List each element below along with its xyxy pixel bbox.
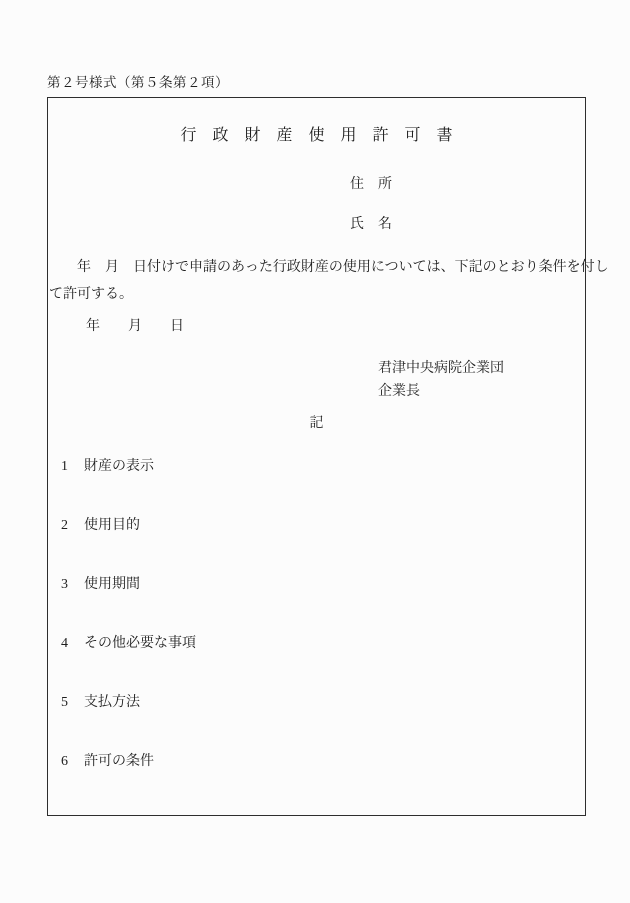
item-number: 5 xyxy=(61,695,68,710)
item-number: 4 xyxy=(61,636,68,651)
issuer-title: 企業長 xyxy=(378,384,420,399)
item-label: 使用期間 xyxy=(84,577,140,592)
name-label: 氏 名 xyxy=(350,217,392,232)
item-label: 許可の条件 xyxy=(84,754,154,769)
issuer-block xyxy=(378,357,504,403)
item-number: 1 xyxy=(61,459,68,474)
document-title: 行政財産使用許可書 xyxy=(180,127,469,144)
item-label: その他必要な事項 xyxy=(84,636,196,651)
list-header-marker: 記 xyxy=(309,416,324,431)
body-paragraph-line2: て許可する。 xyxy=(49,287,133,302)
form-number-label: 第２号様式（第５条第２項） xyxy=(47,75,229,90)
item-label: 支払方法 xyxy=(84,695,140,710)
item-label: 財産の表示 xyxy=(84,459,154,474)
list-item xyxy=(48,519,585,533)
list-item xyxy=(48,460,585,474)
list-item xyxy=(48,755,585,769)
item-number: 2 xyxy=(61,518,68,533)
item-number: 6 xyxy=(61,754,68,769)
item-label: 使用目的 xyxy=(84,518,140,533)
body-paragraph-line1: 年 月 日付けで申請のあった行政財産の使用については、下記のとおり条件を付し xyxy=(49,260,609,275)
date-line: 年 月 日 xyxy=(86,319,184,334)
list-item xyxy=(48,578,585,592)
list-item xyxy=(48,637,585,651)
address-label: 住 所 xyxy=(350,177,392,192)
body-paragraph xyxy=(49,254,609,308)
list-item xyxy=(48,696,585,710)
items-list xyxy=(48,460,585,814)
issuer-organization: 君津中央病院企業団 xyxy=(378,361,504,376)
item-number: 3 xyxy=(61,577,68,592)
document-border-box xyxy=(47,97,609,816)
